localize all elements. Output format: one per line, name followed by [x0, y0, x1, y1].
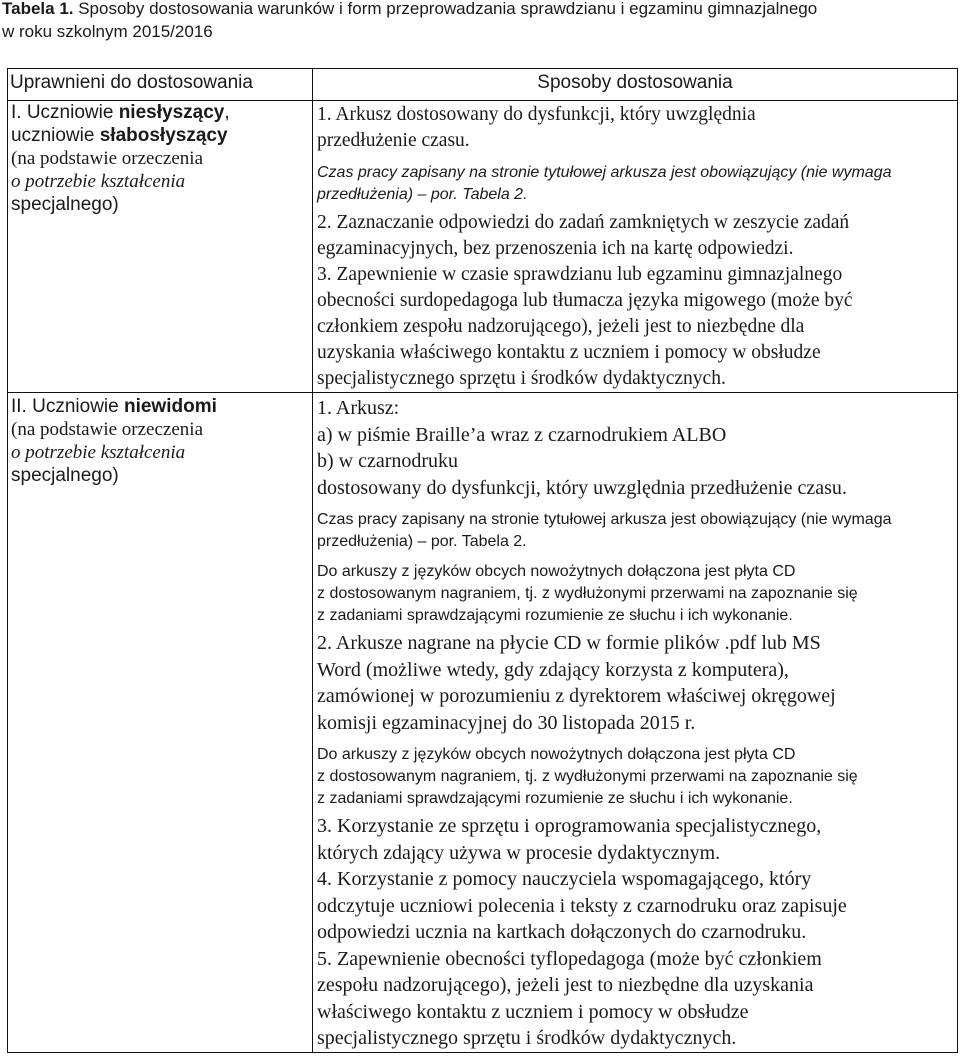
category-label: I. Uczniowie — [11, 102, 119, 123]
method-note: z zadaniami sprawdzającymi rozumienie ze słuchu i ich wykonanie. — [317, 790, 793, 807]
method-text: a) w piśmie Braille’a wraz z czarnodrukiem ALBO — [317, 423, 727, 446]
header-methods: Sposoby dostosowania — [313, 69, 958, 101]
category-emphasis: słabosłyszący — [99, 125, 228, 146]
category-note: (na podstawie orzeczenia — [11, 419, 204, 440]
method-text: 2. Arkusze nagrane na płycie CD w formie plików .pdf lub MS — [317, 632, 821, 654]
category-note: (na podstawie orzeczenia — [11, 148, 204, 169]
table-row — [8, 101, 958, 393]
category-emphasis: niesłyszący — [118, 102, 225, 123]
method-text: przedłużenie czasu. — [317, 130, 470, 151]
table-row — [8, 393, 958, 1053]
method-note: z zadaniami sprawdzającymi rozumienie ze słuchu i ich wykonanie. — [317, 607, 793, 624]
adjustments-table — [7, 68, 958, 1053]
method-text: 3. Zapewnienie w czasie sprawdzianu lub egzaminu gimnazjalnego — [317, 264, 843, 285]
caption-label: Tabela 1. — [2, 0, 74, 18]
method-text: obecności surdopedagoga lub tłumacza języka migowego (może być — [317, 290, 853, 311]
method-text: Word (możliwe wtedy, gdy zdający korzysta z komputera), — [317, 658, 789, 681]
method-text: 1. Arkusz dostosowany do dysfunkcji, który uwzględnia — [317, 104, 756, 125]
caption-text-line2: w roku szkolnym 2015/2016 — [2, 22, 213, 41]
method-text: b) w czarnodruku — [317, 450, 459, 472]
method-text: egzaminacyjnych, bez przenoszenia ich na kartę odpowiedzi. — [317, 238, 794, 259]
method-note: Do arkuszy z języków obcych nowożytnych dołączona jest płyta CD — [317, 563, 796, 580]
method-text: 3. Korzystanie ze sprzętu i oprogramowania specjalistycznego, — [317, 815, 822, 837]
category-blind — [8, 393, 313, 1053]
method-note: przedłużenia) – por. Tabela 2. — [317, 186, 528, 203]
category-punct: , — [224, 102, 230, 123]
method-text: 5. Zapewnienie obecności tyflopedagoga (może być członkiem — [317, 947, 822, 970]
category-note: o potrzebie kształcenia — [11, 171, 186, 192]
category-deaf — [8, 101, 313, 393]
methods-blind — [313, 393, 958, 1053]
method-text: specjalistycznego sprzętu i środków dydaktycznych. — [317, 1027, 737, 1049]
method-text: 2. Zaznaczanie odpowiedzi do zadań zamkniętych w zeszycie zadań — [317, 212, 850, 233]
category-label: uczniowie — [11, 125, 100, 146]
method-text: 1. Arkusz: — [317, 397, 400, 419]
method-text: odpowiedzi ucznia na kartkach dołączonych do czarnodruku. — [317, 921, 807, 943]
method-text: których zdający używa w procesie dydaktycznym. — [317, 841, 721, 864]
header-eligible: Uprawnieni do dostosowania — [8, 69, 313, 101]
table-caption — [2, 0, 957, 43]
category-emphasis: niewidomi — [123, 396, 217, 417]
method-text: zespołu nadzorującego), jeżeli jest to niezbędne dla uzyskania — [317, 974, 814, 996]
method-text: właściwego kontaktu z uczniem i pomocy w obsłudze — [317, 1000, 749, 1023]
table-header-row — [8, 69, 958, 101]
method-note: z dostosowanym nagraniem, tj. z wydłużonymi przerwami na zapoznanie się — [317, 585, 858, 602]
method-note: przedłużenia) – por. Tabela 2. — [317, 533, 527, 550]
category-note: specjalnego) — [11, 194, 119, 215]
methods-deaf — [313, 101, 958, 393]
method-note: Do arkuszy z języków obcych nowożytnych dołączona jest płyta CD — [317, 746, 796, 763]
category-note: specjalnego) — [11, 465, 119, 486]
method-note: Czas pracy zapisany na stronie tytułowej arkusza jest obowiązujący (nie wymaga — [317, 164, 892, 181]
category-note: o potrzebie kształcenia — [11, 442, 186, 463]
method-note: z dostosowanym nagraniem, tj. z wydłużonymi przerwami na zapoznanie się — [317, 768, 858, 785]
method-text: dostosowany do dysfunkcji, który uwzględnia przedłużenie czasu. — [317, 476, 847, 499]
method-text: specjalistycznego sprzętu i środków dydaktycznych. — [317, 368, 726, 389]
method-text: uzyskania właściwego kontaktu z uczniem i pomocy w obsłudze — [317, 342, 821, 363]
category-label: II. Uczniowie — [11, 396, 124, 417]
method-note: Czas pracy zapisany na stronie tytułowej arkusza jest obowiązujący (nie wymaga — [317, 511, 892, 528]
method-text: odczytuje uczniowi polecenia i teksty z czarnodruku oraz zapisuje — [317, 894, 847, 917]
method-text: 4. Korzystanie z pomocy nauczyciela wspomagającego, który — [317, 868, 812, 890]
method-text: członkiem zespołu nadzorującego), jeżeli jest to niezbędne dla — [317, 316, 805, 337]
caption-text: Sposoby dostosowania warunków i form przeprowadzania sprawdzianu i egzaminu gimnazjalnego — [73, 0, 818, 18]
method-text: zamówionej w porozumieniu z dyrektorem właściwej okręgowej — [317, 685, 836, 707]
method-text: komisji egzaminacyjnej do 30 listopada 2015 r. — [317, 711, 696, 734]
